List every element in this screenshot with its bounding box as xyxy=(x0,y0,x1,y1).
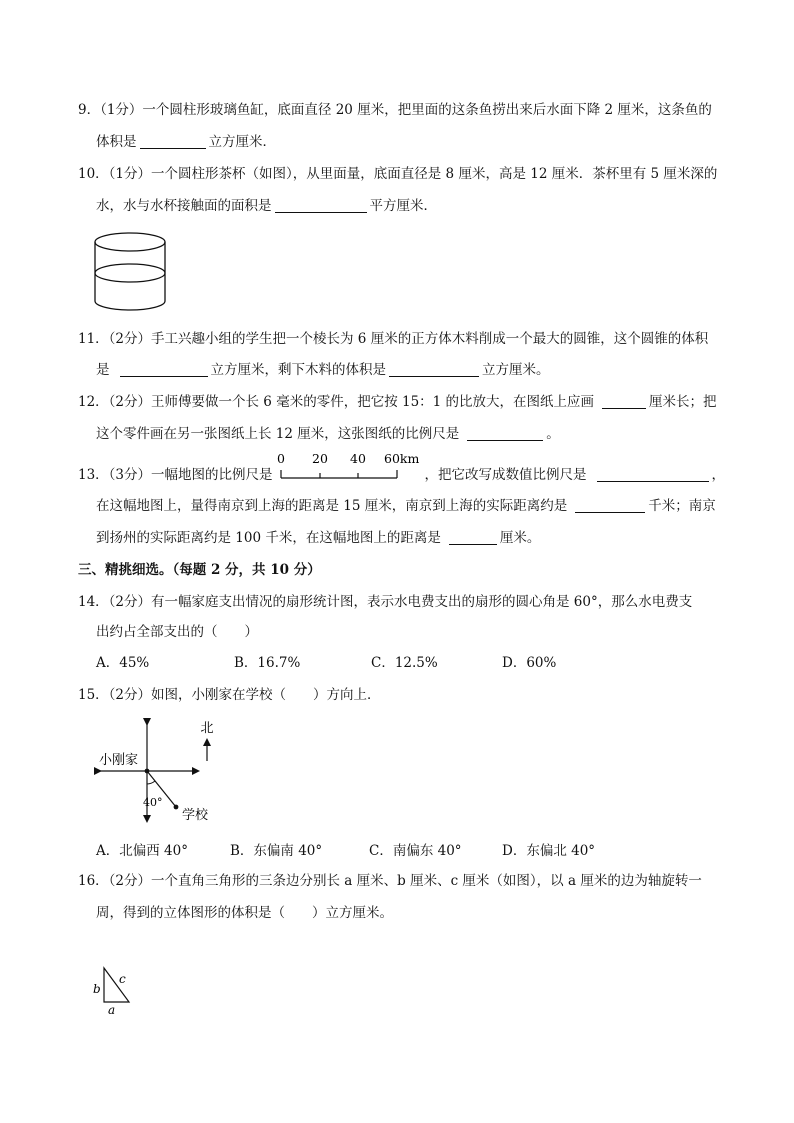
q13-numeric-scale-blank[interactable] xyxy=(597,467,709,482)
q14-option-a[interactable]: A．45% xyxy=(96,655,150,671)
q13-map-distance-blank[interactable] xyxy=(449,530,497,545)
q15-option-d[interactable]: D．东偏北 40° xyxy=(502,843,596,859)
q11-text-c: 立方厘米。 xyxy=(482,362,550,378)
north-label: 北 xyxy=(200,721,214,736)
q9-line1: 9．（1分）一个圆柱形玻璃鱼缸，底面直径 20 厘米，把里面的这条鱼捞出来后水面下降 2 厘米，这条鱼的 xyxy=(78,102,712,118)
q11-line1: 11．（2分）手工兴趣小组的学生把一个棱长为 6 厘米的正方体木料削成一个最大的圆锥，这个圆锥的体积 xyxy=(78,331,709,347)
q12-text-b: 厘米长；把 xyxy=(649,394,717,410)
side-a-label: a xyxy=(108,1003,116,1017)
section-3-heading: 三、精挑细选。（每题 2 分，共 10 分） xyxy=(78,562,321,578)
q9-answer-blank[interactable] xyxy=(140,134,206,149)
q12-text-d: 。 xyxy=(546,426,560,442)
q11-remaining-volume-blank[interactable] xyxy=(389,362,479,377)
q13-text-f: 到扬州的实际距离约是 100 千米，在这幅地图上的距离是 xyxy=(96,530,441,546)
scale-label-0: 0 xyxy=(277,452,285,466)
q10-line2 xyxy=(96,197,437,215)
q10-text-b: 平方厘米． xyxy=(369,198,437,214)
angle-label: 40° xyxy=(143,796,163,809)
q12-scale-blank[interactable] xyxy=(467,426,543,441)
cylinder-cup-figure xyxy=(90,226,172,316)
q11-text-a: 是 xyxy=(96,362,110,378)
right-triangle-figure xyxy=(88,962,138,1018)
q10-text-a: 水，水与水杯接触面的面积是 xyxy=(96,198,272,214)
scale-label-20: 20 xyxy=(312,452,328,466)
q15-line1: 15．（2分）如图，小刚家在学校（ ）方向上． xyxy=(78,687,381,703)
q16-line1: 16．（2分）一个直角三角形的三条边分别长 a 厘米、b 厘米、c 厘米（如图），以 a 厘米的边为轴旋转一 xyxy=(78,873,702,889)
scale-label-60km: 60km xyxy=(384,452,420,466)
home-label: 小刚家 xyxy=(99,753,139,768)
q12-text-a: 12．（2分）王师傅要做一个长 6 毫米的零件，把它按 15：1 的比放大，在图纸上应画 xyxy=(78,394,595,410)
q12-line1 xyxy=(78,393,717,411)
q15-option-a[interactable]: A．北偏西 40° xyxy=(96,843,188,859)
q13-line3 xyxy=(96,529,540,547)
side-c-label: c xyxy=(119,972,126,986)
q12-text-c: 这个零件画在另一张图纸上长 12 厘米，这张图纸的比例尺是 xyxy=(96,426,460,442)
q14-option-c[interactable]: C．12.5% xyxy=(371,655,438,671)
q13-text-e: 千米；南京 xyxy=(648,498,716,514)
q9-text-a: 体积是 xyxy=(96,134,137,150)
q14-line2: 出约占全部支出的（ ） xyxy=(96,624,258,640)
q13-text-b: ，把它改写成数值比例尺是 xyxy=(424,467,587,483)
q15-option-c[interactable]: C．南偏东 40° xyxy=(369,843,462,859)
q13-distance-blank[interactable] xyxy=(575,498,645,513)
school-point xyxy=(174,805,179,810)
q13-text-a: 13．（3分）一幅地图的比例尺是 xyxy=(78,467,273,483)
q14-option-d[interactable]: D．60% xyxy=(502,655,557,671)
q9-text-b: 立方厘米． xyxy=(208,134,276,150)
q14-line1: 14．（2分）有一幅家庭支出情况的扇形统计图，表示水电费支出的扇形的圆心角是 60°，那么水电费支 xyxy=(78,594,693,610)
q10-line1: 10．（1分）一个圆柱形茶杯（如图），从里面量，底面直径是 8 厘米，高是 12 厘米．茶杯里有 5 厘米深的 xyxy=(78,166,718,182)
q11-cone-volume-blank[interactable] xyxy=(120,362,208,377)
q16-line2: 周，得到的立体图形的体积是（ ）立方厘米。 xyxy=(96,905,393,921)
q10-answer-blank[interactable] xyxy=(275,198,367,213)
q13-text-c: ， xyxy=(711,467,726,483)
q11-line2 xyxy=(96,361,550,379)
school-label: 学校 xyxy=(182,808,209,823)
q15-option-b[interactable]: B．东偏南 40° xyxy=(230,843,323,859)
side-b-label: b xyxy=(93,982,101,996)
q13-text-g: 厘米。 xyxy=(499,530,541,546)
q12-line2 xyxy=(96,425,560,443)
direction-figure xyxy=(92,714,222,828)
q14-option-b[interactable]: B．16.7% xyxy=(234,655,301,671)
scale-label-40: 40 xyxy=(350,452,366,466)
q9-line2 xyxy=(96,133,276,151)
q13-line2 xyxy=(96,497,716,515)
q11-text-b: 立方厘米，剩下木料的体积是 xyxy=(210,362,386,378)
line-scale-bar xyxy=(276,452,426,486)
q13-text-d: 在这幅地图上，量得南京到上海的距离是 15 厘米，南京到上海的实际距离约是 xyxy=(96,498,568,514)
q12-length-blank[interactable] xyxy=(602,394,646,409)
